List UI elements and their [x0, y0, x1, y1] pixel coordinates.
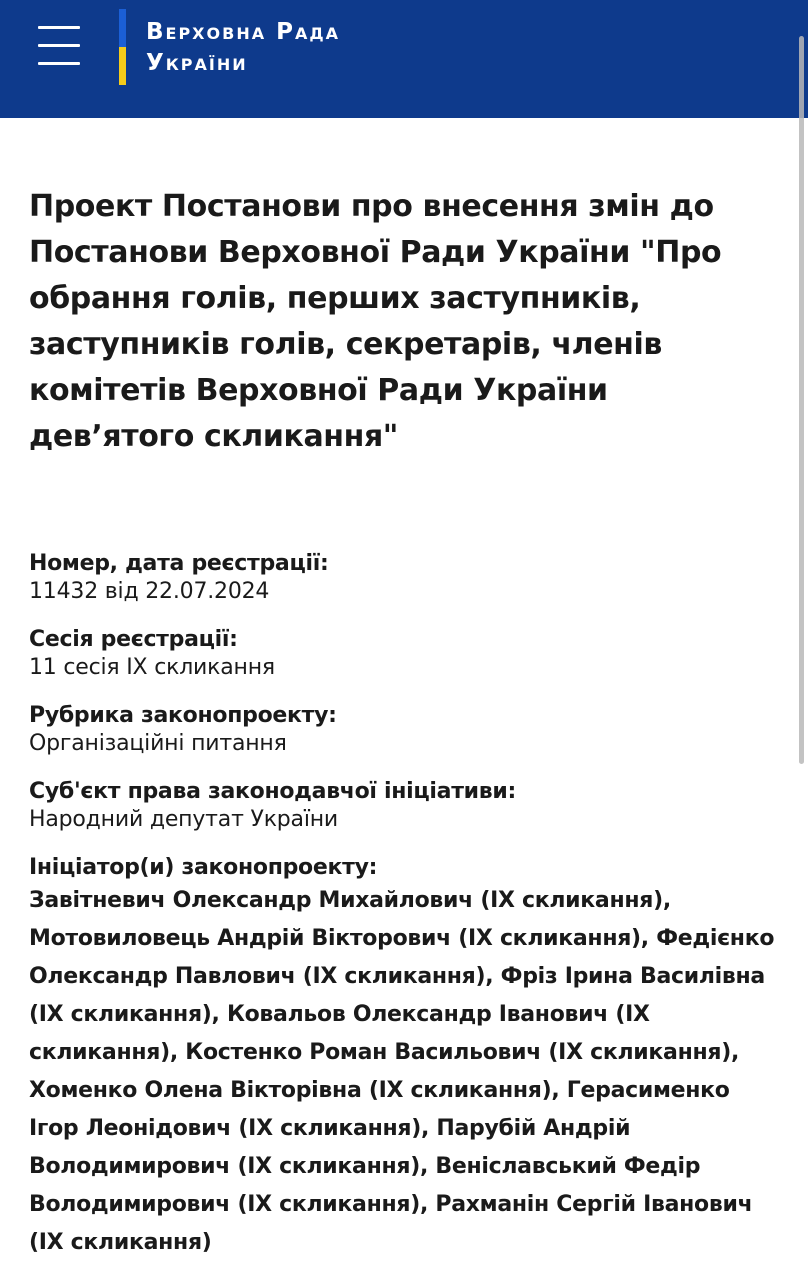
- site-header: [0, 0, 808, 118]
- brand-line-2: України: [146, 50, 248, 76]
- field-label: Сесія реєстрації:: [29, 627, 238, 652]
- registration-number-field: [29, 550, 779, 606]
- bill-title: Проект Постанови про внесення змін до Постанови Верховної Ради України "Про обрання голів, перших заступників, заступників голів, секретарів, членів комітетів Верховної Ради України дев’ятого скликання": [29, 189, 722, 454]
- field-value: 11 сесія IX скликання: [29, 655, 275, 680]
- bill-category-field: [29, 702, 779, 758]
- brand-line-1: Верховна Рада: [146, 19, 340, 45]
- field-label: Номер, дата реєстрації:: [29, 551, 329, 576]
- initiators-list: Завітневич Олександр Михайлович (IX скликання), Мотовиловець Андрій Вікторович (IX скликання), Федієнко Олександр Павлович (IX скликання), Фріз Ірина Василівна (IX скликання), Ковальов Олександр Іванович (IX скликання), Костенко Роман Васильович (IX скликання), Хоменко Олена Вікторівна (IX скликання), Герасименко Ігор Леонідович (IX скликання), Парубій Андрій Володимирович (IX скликання), Веніславський Федір Володимирович (IX скликання), Рахманін Сергій Іванович (IX скликання): [29, 888, 775, 1255]
- scrollbar[interactable]: [799, 36, 804, 764]
- registration-session-field: [29, 626, 779, 682]
- flag-stripe: [119, 9, 126, 85]
- hamburger-menu-icon[interactable]: [38, 26, 80, 66]
- field-label: Ініціатор(и) законопроекту:: [29, 855, 378, 880]
- field-value: Організаційні питання: [29, 731, 287, 756]
- field-label: Рубрика законопроекту:: [29, 703, 337, 728]
- field-value: Народний депутат України: [29, 807, 339, 832]
- site-logo-link[interactable]: [146, 17, 340, 79]
- initiative-subject-field: [29, 778, 779, 834]
- field-value: 11432 від 22.07.2024: [29, 579, 270, 604]
- initiators-field: [29, 854, 779, 1262]
- field-label: Суб'єкт права законодавчої ініціативи:: [29, 779, 517, 804]
